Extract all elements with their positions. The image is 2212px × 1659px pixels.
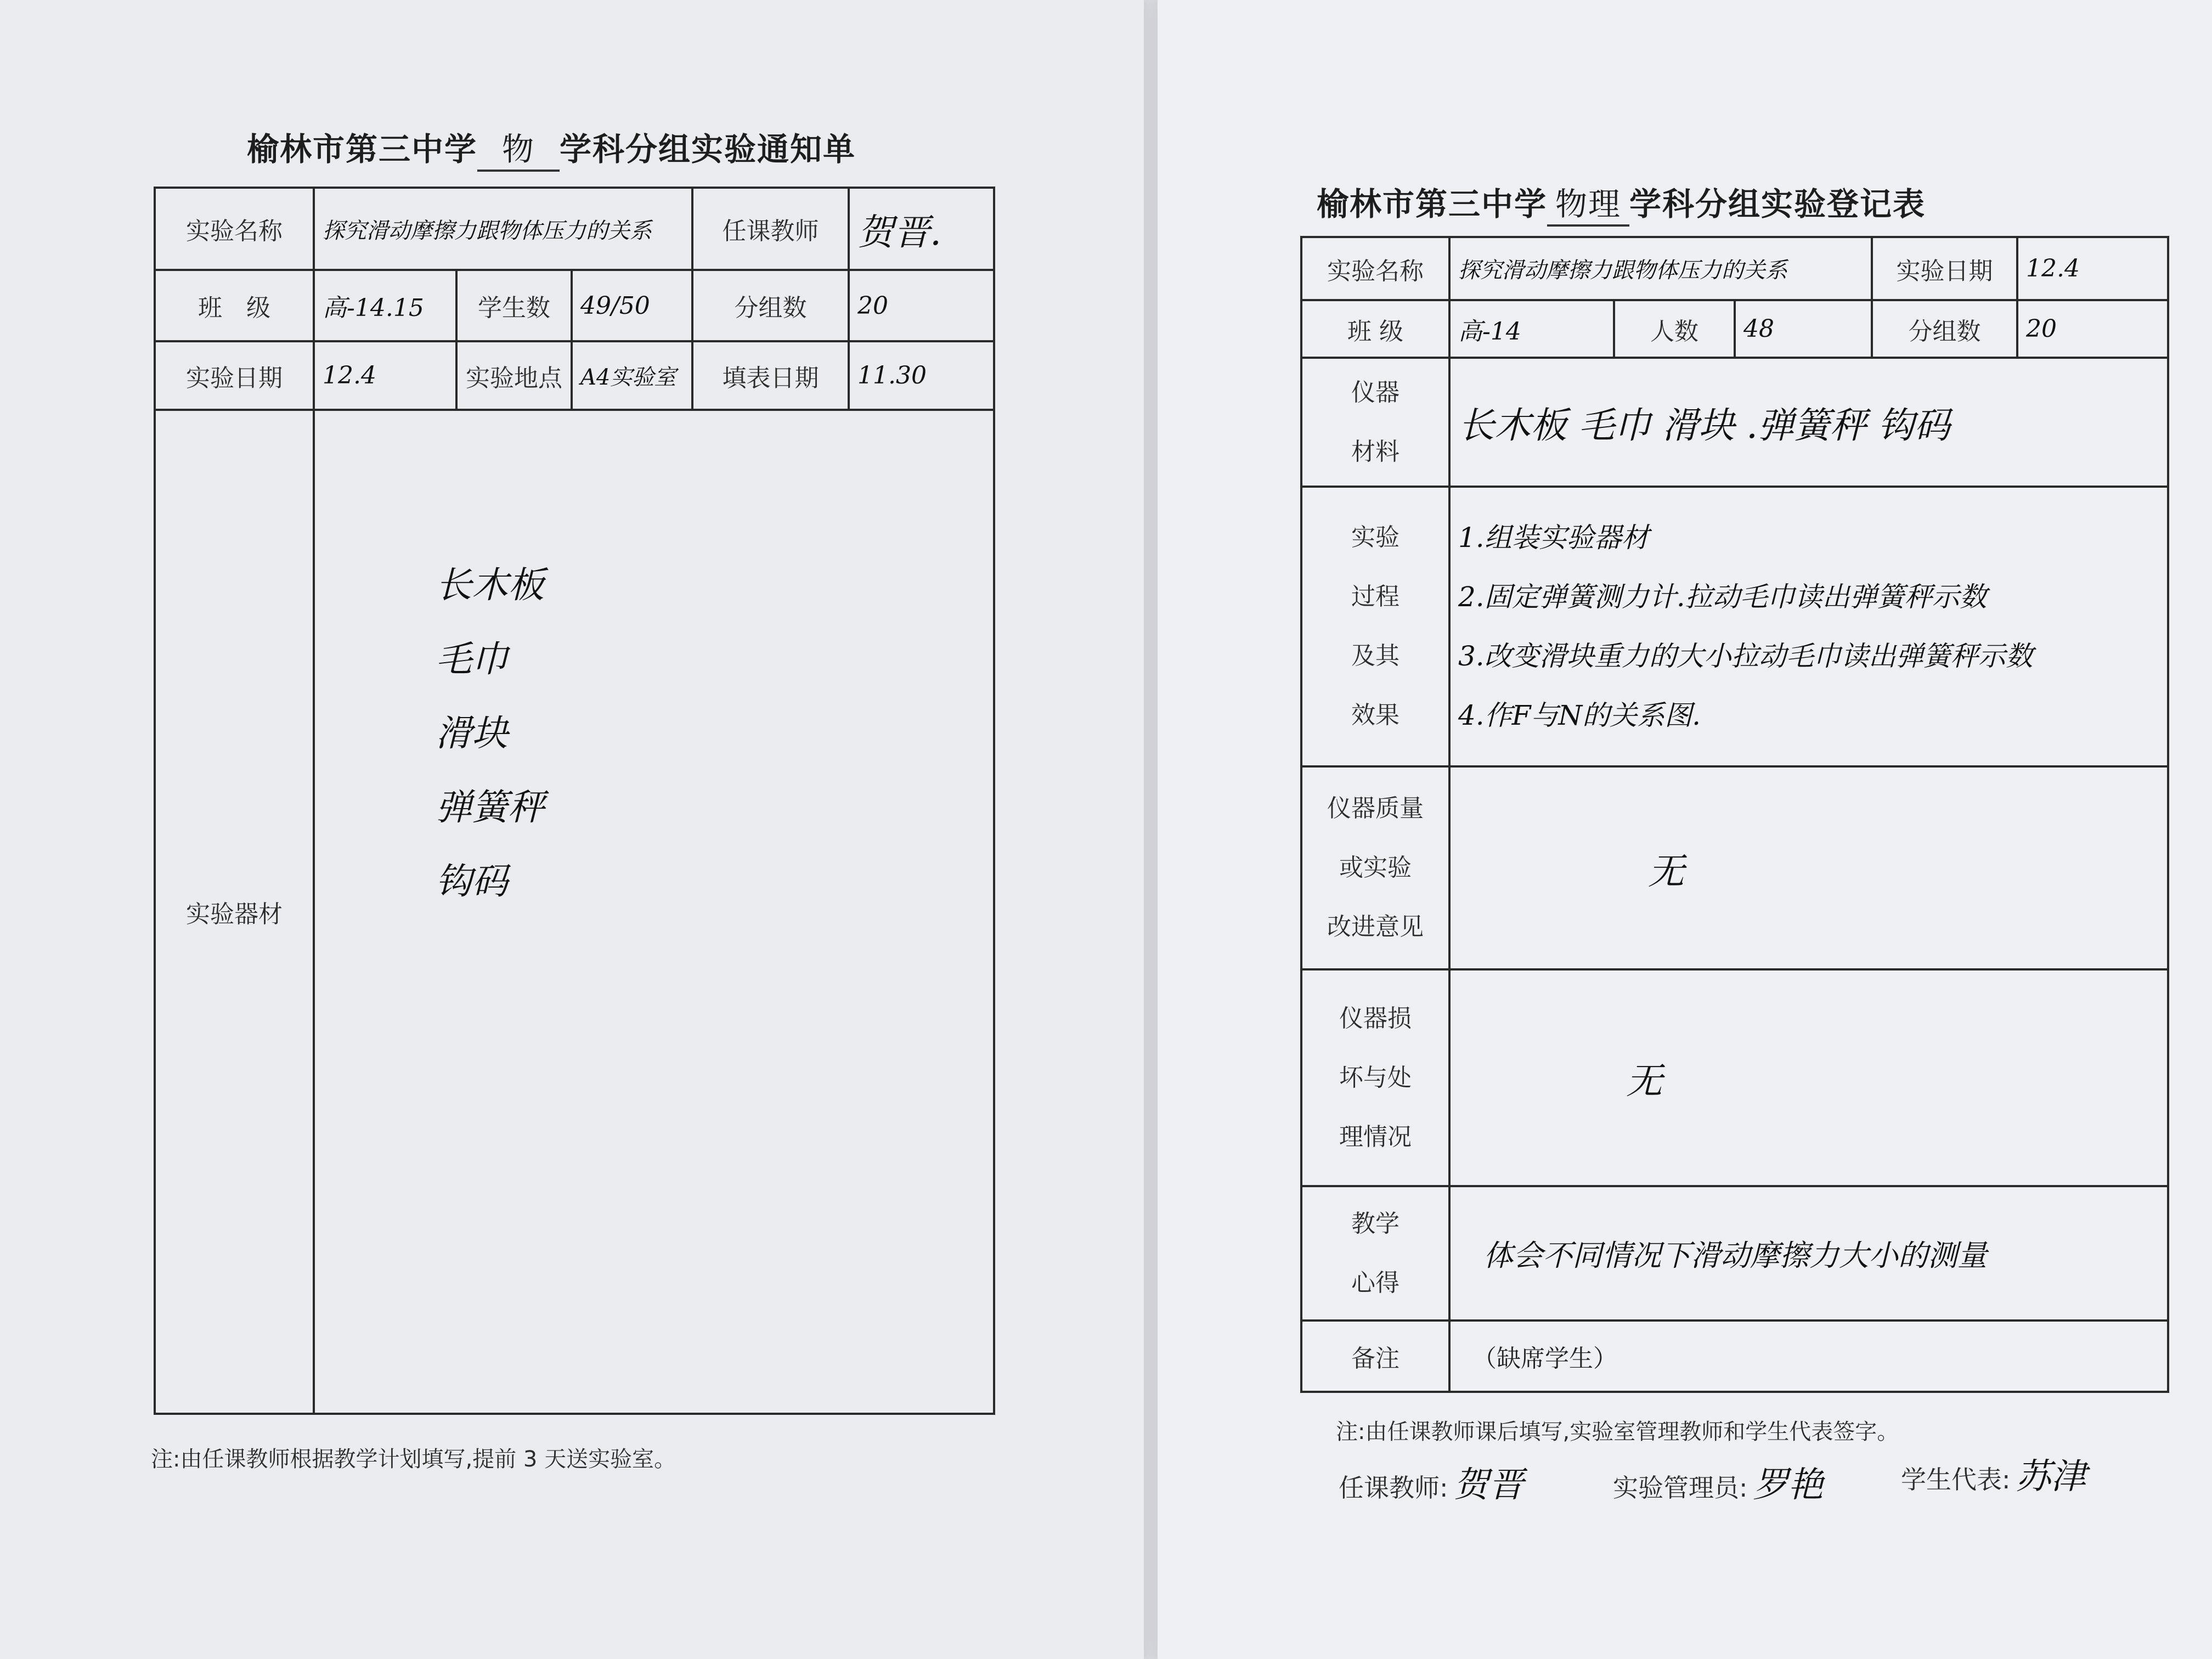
student-sign-label: 学生代表: [1901, 1465, 2011, 1494]
r-class-value: 高-14 [1449, 300, 1614, 358]
student-signature [1901, 1448, 2086, 1499]
materials-label: 仪器 材料 [1301, 358, 1449, 487]
process-value [1449, 487, 2168, 766]
r-date-label: 实验日期 [1872, 237, 2017, 300]
place-label: 实验地点 [456, 341, 572, 410]
student-sign-value: 苏津 [2016, 1457, 2086, 1497]
register-sheet [1158, 0, 2212, 1659]
quality-value: 无 [1449, 766, 2168, 969]
title-suffix: 学科分组实验登记表 [1629, 185, 1926, 223]
quality-label: 仪器质量 或实验 改进意见 [1301, 766, 1449, 969]
students-value: 49/50 [572, 270, 692, 341]
register-title [1317, 178, 1926, 227]
teacher-sign-label: 任课教师: [1339, 1473, 1448, 1503]
damage-label: 仪器损 坏与处 理情况 [1301, 969, 1449, 1186]
equipment-item: 滑块 [436, 712, 508, 754]
title-subject: 物 [477, 123, 560, 172]
teacher-signature [1339, 1457, 1524, 1507]
notice-footnote: 注:由任课教师根据教学计划填写,提前 3 天送实验室。 [151, 1447, 676, 1472]
insight-label: 教学 心得 [1301, 1186, 1449, 1321]
equipment-label: 实验器材 [155, 410, 314, 1414]
name-value: 探究滑动摩擦力跟物体压力的关系 [314, 188, 692, 270]
equipment-item: 弹簧秤 [436, 786, 544, 828]
class-label: 班 级 [155, 270, 314, 341]
admin-sign-value: 罗艳 [1753, 1465, 1824, 1505]
class-value: 高-14.15 [314, 270, 456, 341]
teacher-label: 任课教师 [692, 188, 849, 270]
fill-date-label: 填表日期 [692, 341, 849, 410]
teacher-sign-value: 贺晋 [1453, 1465, 1524, 1505]
fill-date-value: 11.30 [849, 341, 994, 410]
process-step: 3.改变滑块重力的大小拉动毛巾读出弹簧秤示数 [1458, 640, 2033, 672]
admin-sign-label: 实验管理员: [1613, 1473, 1748, 1503]
date-value: 12.4 [314, 341, 456, 410]
r-groups-label: 分组数 [1872, 300, 2017, 358]
notice-table [154, 187, 995, 1415]
groups-value: 20 [849, 270, 994, 341]
r-count-value: 48 [1735, 300, 1872, 358]
title-subject: 物理 [1547, 178, 1629, 227]
title-prefix: 榆林市第三中学 [1317, 185, 1548, 223]
process-step: 2.固定弹簧测力计.拉动毛巾读出弹簧秤示数 [1458, 581, 1987, 613]
r-groups-value: 20 [2017, 300, 2168, 358]
insight-value: 体会不同情况下滑动摩擦力大小的测量 [1449, 1186, 2168, 1321]
r-class-label: 班 级 [1301, 300, 1449, 358]
remarks-value: （缺席学生） [1449, 1321, 2168, 1392]
r-name-value: 探究滑动摩擦力跟物体压力的关系 [1449, 237, 1872, 300]
r-count-label: 人数 [1614, 300, 1735, 358]
students-label: 学生数 [456, 270, 572, 341]
title-prefix: 榆林市第三中学 [247, 131, 478, 168]
notice-title [247, 123, 856, 172]
register-table [1300, 236, 2169, 1393]
equipment-item: 毛巾 [436, 638, 508, 680]
remarks-label: 备注 [1301, 1321, 1449, 1392]
process-step: 4.作F与N的关系图. [1458, 699, 1701, 731]
process-step: 1.组装实验器材 [1458, 522, 1649, 554]
date-label: 实验日期 [155, 341, 314, 410]
r-date-value: 12.4 [2017, 237, 2168, 300]
groups-label: 分组数 [692, 270, 849, 341]
damage-value: 无 [1449, 969, 2168, 1186]
title-suffix: 学科分组实验通知单 [560, 131, 856, 168]
equipment-item: 长木板 [436, 564, 544, 606]
equipment-item: 钩码 [436, 860, 508, 902]
name-label: 实验名称 [155, 188, 314, 270]
process-label: 实验 过程 及其 效果 [1301, 487, 1449, 766]
register-footnote: 注:由任课教师课后填写,实验室管理教师和学生代表签字。 [1336, 1419, 1899, 1444]
r-name-label: 实验名称 [1301, 237, 1449, 300]
place-value: A4实验室 [572, 341, 692, 410]
equipment-list [314, 410, 994, 1414]
teacher-value: 贺晋. [849, 188, 994, 270]
admin-signature [1613, 1457, 1824, 1507]
materials-value: 长木板 毛巾 滑块 .弹簧秤 钩码 [1449, 358, 2168, 487]
